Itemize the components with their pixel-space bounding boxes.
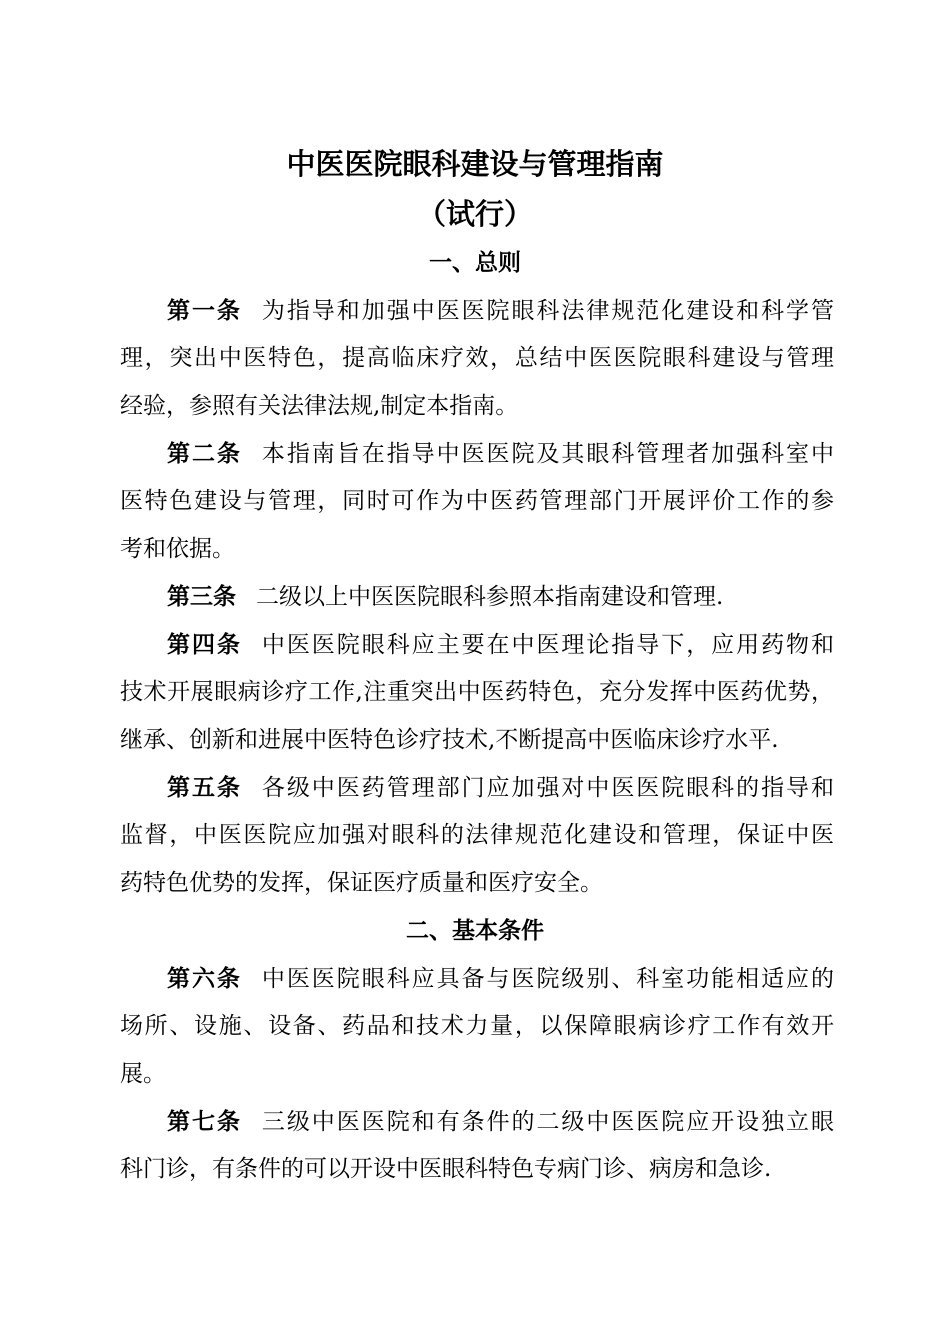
article-6-label: 第六条 [167, 966, 242, 992]
article-6-line-2: 场所、设施、设备、药品和技术力量，以保障眼病诊疗工作有效开 [120, 1013, 834, 1039]
article-5-label: 第五条 [167, 775, 242, 801]
article-7-text: 三级中医医院和有条件的二级中医医院应开设独立眼 [261, 1109, 835, 1135]
article-4-line-3: 继承、创新和进展中医特色诊疗技术,不断提高中医临床诊疗水平. [120, 727, 779, 753]
article-1-line-1 [167, 296, 834, 326]
article-2-line-2: 医特色建设与管理，同时可作为中医药管理部门开展评价工作的参 [120, 488, 834, 514]
document-title: 中医医院眼科建设与管理指南 [286, 147, 664, 181]
article-6-text: 中医医院眼科应具备与医院级别、科室功能相适应的 [261, 966, 835, 992]
article-4-label: 第四条 [167, 632, 242, 658]
article-4-line-2: 技术开展眼病诊疗工作,注重突出中医药特色，充分发挥中医药优势， [120, 679, 834, 705]
article-5-line-3: 药特色优势的发挥，保证医疗质量和医疗安全。 [120, 870, 603, 896]
article-2-line-3: 考和依据。 [120, 536, 235, 562]
article-2-label: 第二条 [167, 441, 242, 467]
article-1-label: 第一条 [167, 298, 242, 324]
article-2-line-1 [167, 439, 834, 469]
article-6-line-3: 展。 [120, 1061, 166, 1087]
article-4-text: 中医医院眼科应主要在中医理论指导下，应用药物和 [261, 632, 835, 658]
article-3-label: 第三条 [167, 584, 236, 610]
article-3-text: 二级以上中医医院眼科参照本指南建设和管理. [256, 584, 724, 610]
article-6-line-1 [167, 964, 834, 994]
document-subtitle: （试行） [416, 197, 533, 231]
article-4-line-1 [167, 630, 834, 660]
article-3-line-1 [167, 582, 834, 612]
article-5-line-2: 监督，中医医院应加强对眼科的法律规范化建设和管理，保证中医 [120, 822, 834, 848]
section-heading-general: 一、总则 [429, 250, 521, 276]
section-heading-basic-conditions: 二、基本条件 [406, 918, 544, 944]
article-1-line-3: 经验，参照有关法律法规,制定本指南。 [120, 393, 519, 419]
article-5-line-1 [167, 773, 834, 803]
article-7-label: 第七条 [167, 1109, 242, 1135]
article-2-text: 本指南旨在指导中医医院及其眼科管理者加强科室中 [261, 441, 835, 467]
article-7-line-2: 科门诊，有条件的可以开设中医眼科特色专病门诊、病房和急诊. [120, 1156, 772, 1182]
article-1-text: 为指导和加强中医医院眼科法律规范化建设和科学管 [261, 298, 835, 324]
article-5-text: 各级中医药管理部门应加强对中医医院眼科的指导和 [261, 775, 835, 801]
article-1-line-2: 理，突出中医特色，提高临床疗效，总结中医医院眼科建设与管理 [120, 345, 834, 371]
article-7-line-1 [167, 1107, 834, 1137]
